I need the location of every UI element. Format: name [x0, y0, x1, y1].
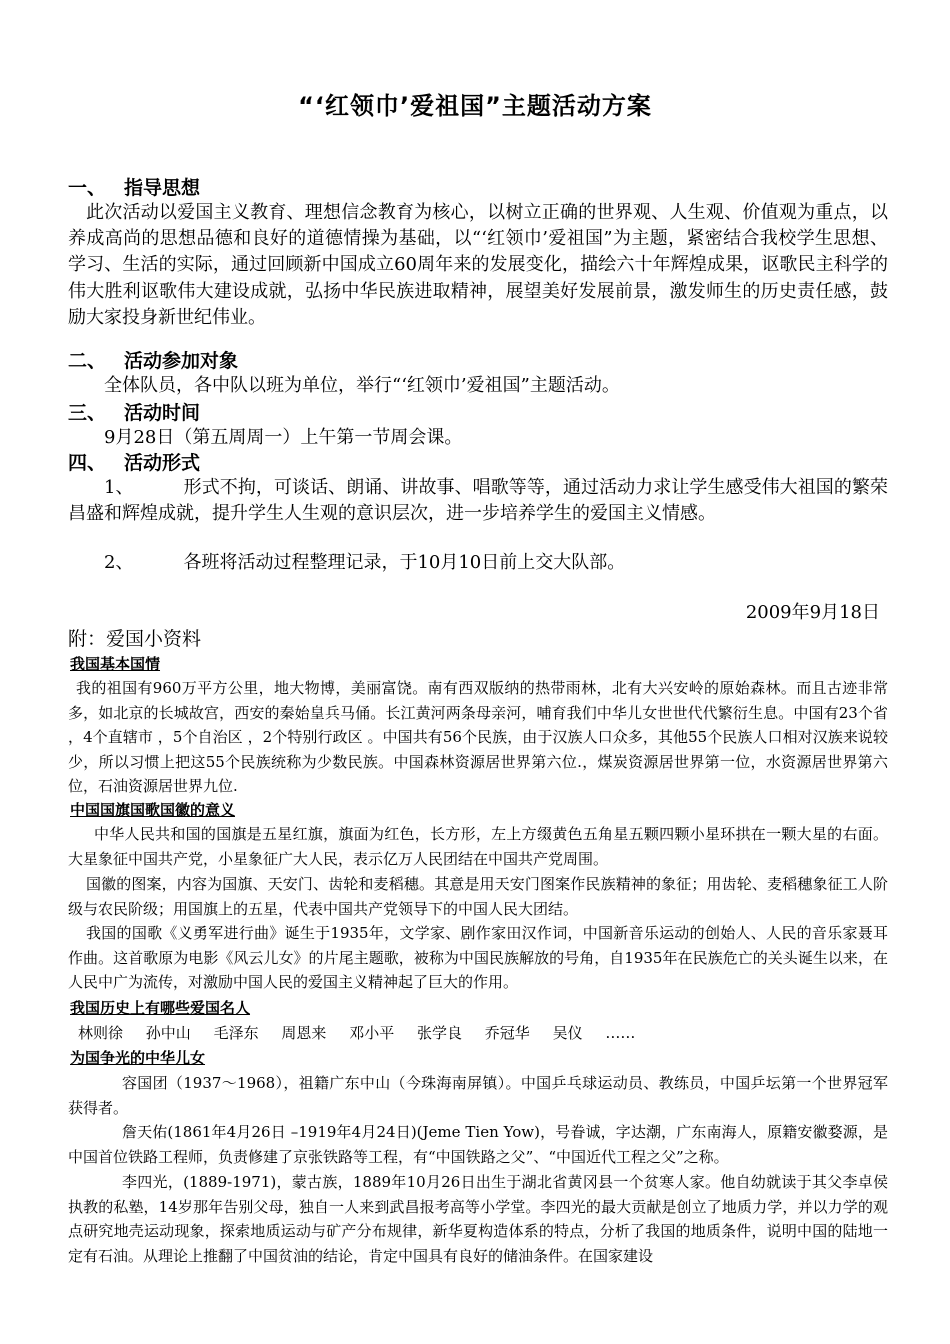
appendix-4-paragraph-1: 容国团（1937～1968），祖籍广东中山（今珠海南屏镇）。中国乒乓球运动员、教练员，中国乒坛第一个世界冠军获得者。	[68, 1074, 888, 1117]
document-title: “‘红领巾’爱祖国”主题活动方案	[298, 92, 652, 120]
document-date: 2009年9月18日	[745, 602, 880, 623]
section-3-heading	[68, 400, 200, 426]
appendix-2-paragraph-1: 中华人民共和国的国旗是五星红旗，旗面为红色，长方形，左上方缀黄色五角星五颗四颗小星环拱在一颗大星的右面。大星象征中国共产党，小星象征广大人民，表示亿万人民团结在中国共产党周围。	[68, 825, 888, 868]
patriot-name: 孙中山	[145, 1024, 191, 1042]
section-4-heading	[68, 450, 200, 476]
item-1-number: 1、	[104, 477, 134, 498]
appendix-3-heading: 我国历史上有哪些爱国名人	[70, 999, 251, 1017]
appendix-2-paragraph-2: 国徽的图案，内容为国旗、天安门、齿轮和麦稻穗。其意是用天安门图案作民族精神的象征；用齿轮、麦稻穗象征工人阶级与农民阶级；用国旗上的五星，代表中国共产党领导下的中国人民大团结。	[68, 875, 888, 918]
appendix-2-heading: 中国国旗国歌国徽的意义	[70, 801, 236, 819]
section-4-number: 四、	[68, 452, 107, 474]
patriot-names-list	[78, 1022, 653, 1043]
patriot-name: 林则徐	[78, 1024, 124, 1042]
section-3-title: 活动时间	[124, 402, 201, 424]
patriot-name: 邓小平	[349, 1024, 395, 1042]
patriot-name: 周恩来	[281, 1024, 327, 1042]
appendix-2-paragraph-3: 我国的国歌《义勇军进行曲》诞生于1935年，文学家、剧作家田汉作词，中国新音乐运动的创始人、人民的音乐家聂耳作曲。这首歌原为电影《风云儿女》的片尾主题歌，被称为中国民族解放的号角，自1935年在民族危亡的关头诞生以来，在人民中广为流传，对激励中国人民的爱国主义精神起了巨大的作用。	[68, 924, 888, 992]
patriot-name: 张学良	[416, 1024, 462, 1042]
item-2-number: 2、	[104, 552, 134, 573]
appendix-1-paragraph: 我的祖国有960万平方公里，地大物博，美丽富饶。南有西双版纳的热带雨林，北有大兴安岭的原始森林。而且古迹非常多，如北京的长城故宫，西安的秦始皇兵马俑。长江黄河两条母亲河，哺育我们中华儿女世世代代繁衍生息。中国有23个省 ，4个直辖市 ，5个自治区 ，2个特别行政区 。中国共有56个民族，由于汉族人口众多，其他55个民族人口相对汉族来说较少，所以习惯上把这55个民族统称为少数民族。中国森林资源居世界第六位.，煤炭资源居世界第一位，水资源居世界第六位，石油资源居世界九位.	[68, 679, 888, 796]
section-4-item-2	[104, 550, 625, 576]
section-3-number: 三、	[68, 402, 107, 424]
section-4-title: 活动形式	[124, 452, 201, 474]
appendix-4-paragraph-2: 詹天佑(1861年4月26日 –1919年4月24日)(Jeme Tien Yow)，号眷诚，字达潮，广东南海人，原籍安徽婺源，是中国首位铁路工程师，负责修建了京张铁路等工程，有“中国铁路之父”、“中国近代工程之父”之称。	[68, 1123, 888, 1166]
patriot-name: 毛泽东	[213, 1024, 259, 1042]
section-1-heading	[68, 175, 200, 201]
section-2-number: 二、	[68, 350, 107, 372]
section-2-heading	[68, 348, 238, 374]
item-2-text: 各班将活动过程整理记录，于10月10日前上交大队部。	[183, 552, 626, 573]
section-4-item-1	[68, 475, 888, 527]
section-1-number: 一、	[68, 177, 107, 199]
item-1-text: 形式不拘，可谈话、朗诵、讲故事、唱歌等等，通过活动力求让学生感受伟大祖国的繁荣昌盛和辉煌成就，提升学生人生观的意识层次，进一步培养学生的爱国主义情感。	[68, 477, 888, 525]
section-1-text: 此次活动以爱国主义教育、理想信念教育为核心，以树立正确的世界观、人生观、价值观为重点，以养成高尚的思想品德和良好的道德情操为基础，以“‘红领巾’爱祖国”为主题，紧密结合我校学生思想、学习、生活的实际，通过回顾新中国成立60周年来的发展变化，描绘六十年辉煌成果，讴歌民主科学的伟大胜利讴歌伟大建设成就，弘扬中华民族进取精神，展望美好发展前景，激发师生的历史责任感，鼓励大家投身新世纪伟业。	[68, 202, 888, 328]
section-2-title: 活动参加对象	[124, 350, 239, 372]
section-3-text: 9月28日（第五周周一）上午第一节周会课。	[104, 427, 463, 448]
appendix-1-heading: 我国基本国情	[70, 655, 161, 673]
patriot-name: 乔冠华	[484, 1024, 530, 1042]
appendix-4-paragraph-3: 李四光，(1889-1971)，蒙古族，1889年10月26日出生于湖北省黄冈县一个贫寒人家。他自幼就读于其父李卓侯执教的私塾，14岁那年告别父母，独自一人来到武昌报考高等小学堂。李四光的最大贡献是创立了地质力学，并以力学的观点研究地壳运动现象，探索地质运动与矿产分布规律，新华夏构造体系的特点，分析了我国的地质条件，说明中国的陆地一定有石油。从理论上推翻了中国贫油的结论，肯定中国具有良好的储油条件。在国家建设	[68, 1173, 888, 1265]
patriot-name: ……	[605, 1024, 636, 1042]
appendix-4-heading: 为国争光的中华儿女	[70, 1049, 206, 1067]
section-2-text: 全体队员，各中队以班为单位，举行“‘红领巾’爱祖国”主题活动。	[104, 375, 620, 396]
appendix-title: 附：爱国小资料	[68, 628, 202, 650]
patriot-name: 吴仪	[552, 1024, 583, 1042]
section-1-title: 指导思想	[124, 177, 201, 199]
